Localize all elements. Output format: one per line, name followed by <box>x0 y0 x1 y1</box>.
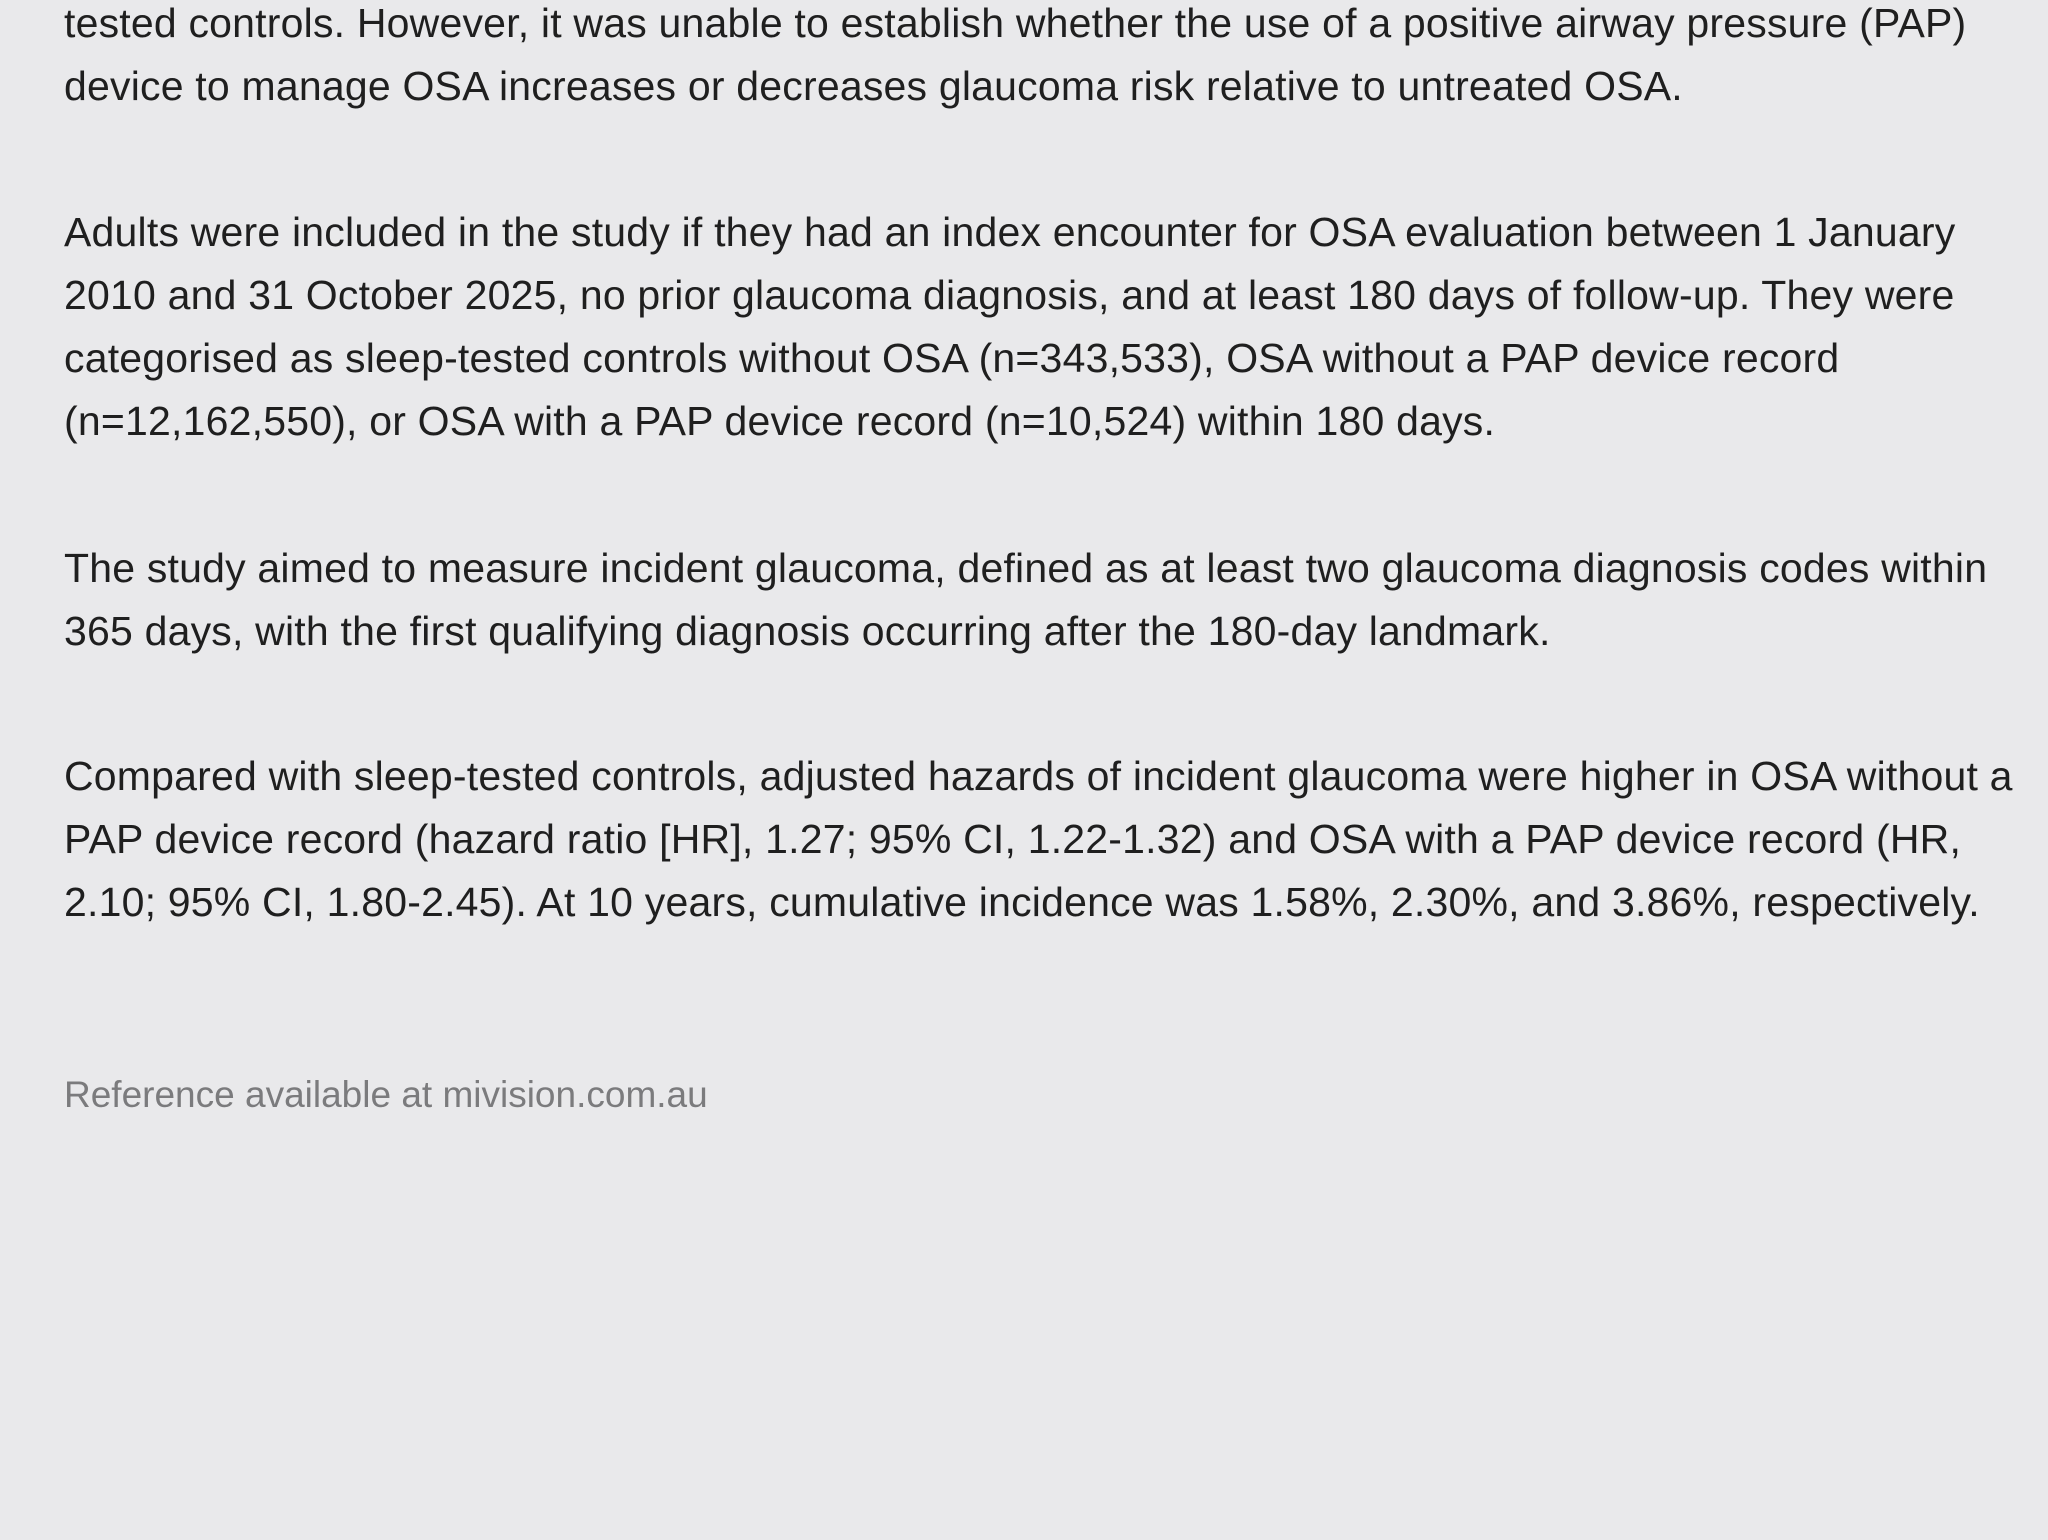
paragraph-4: Compared with sleep-tested controls, adjusted hazards of incident glaucoma were higher in OSA without a PAP device record (hazard ratio [HR], 1.27; 95% CI, 1.22-1.32) and OSA with a PAP device record (HR, 2.10; 95% CI, 1.80-2.45). At 10 years, cumulative incidence was 1.58%, 2.30%, and 3.86%, respectively. <box>64 753 2013 925</box>
paragraph-3: The study aimed to measure incident glaucoma, defined as at least two glaucoma diagnosis codes within 365 days, with the first qualifying diagnosis occurring after the 180-day landmark. <box>64 545 1988 654</box>
reference-note: Reference available at mivision.com.au <box>64 1074 708 1115</box>
paragraph-2: Adults were included in the study if they had an index encounter for OSA evaluation between 1 January 2010 and 31 October 2025, no prior glaucoma diagnosis, and at least 180 days of follow-up. They were categorised as sleep-tested controls without OSA (n=343,533), OSA without a PAP device record (n=12,162,550), or OSA with a PAP device record (n=10,524) within 180 days. <box>64 209 1956 444</box>
paragraph-1: tested controls. However, it was unable to establish whether the use of a positive airway pressure (PAP) device to manage OSA increases or decreases glaucoma risk relative to untreated OSA. <box>64 0 1967 109</box>
